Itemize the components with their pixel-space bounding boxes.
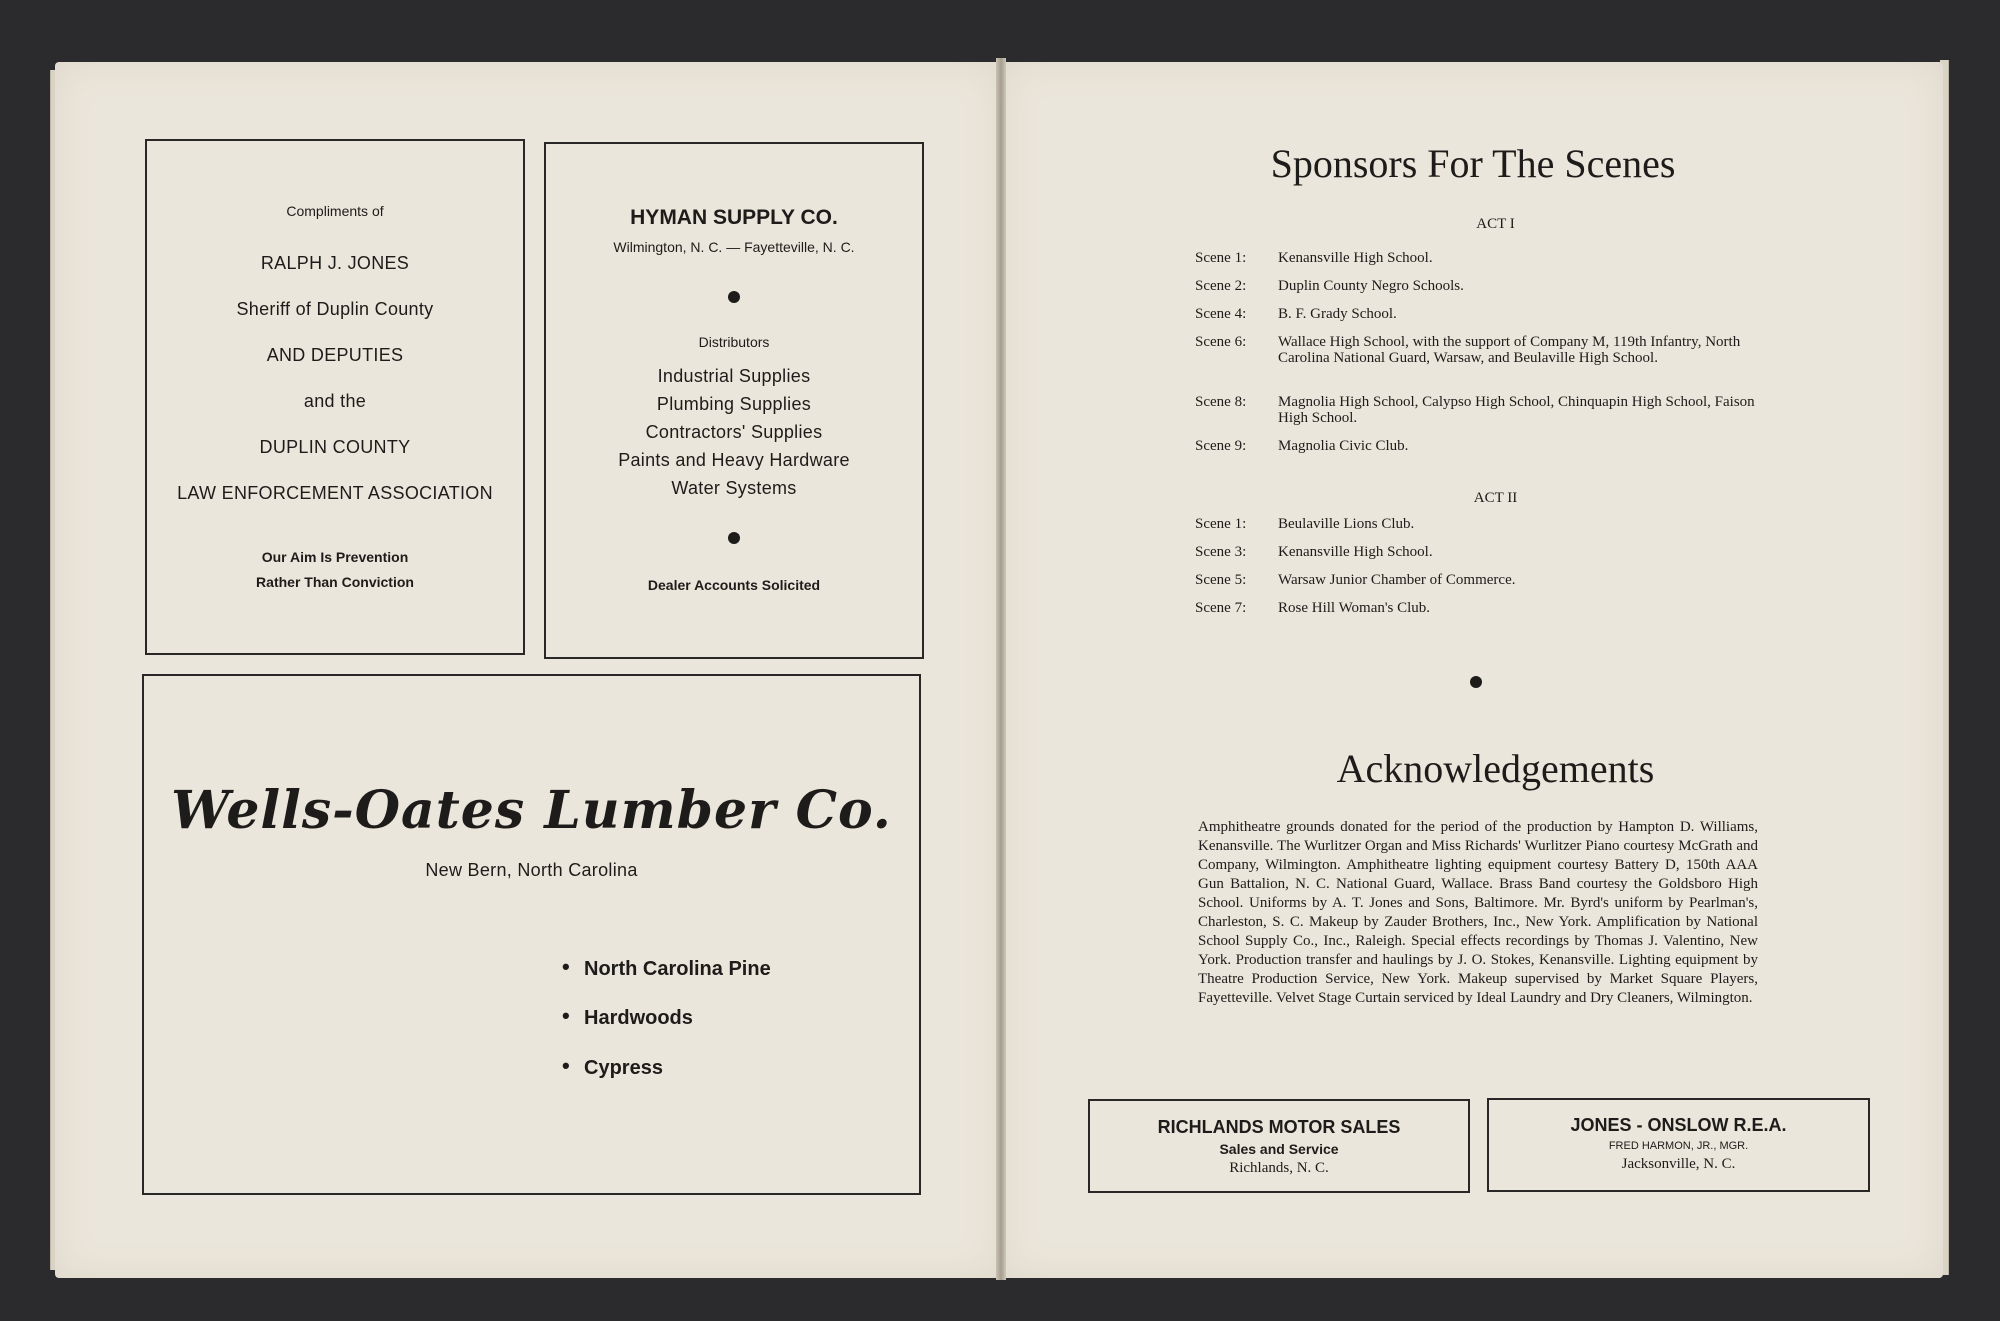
scene-sponsor: Warsaw Junior Chamber of Commerce. [1278, 572, 1516, 588]
scene-sponsor: Duplin County Negro Schools. [1278, 278, 1464, 294]
scene-label: Scene 7: [1195, 600, 1247, 616]
and-the-text: and the [303, 391, 367, 411]
sheriff-name: RALPH J. JONES [260, 253, 410, 273]
ack-title: Acknowledgements [1336, 746, 1655, 791]
hyman-item: Paints and Heavy Hardware [618, 450, 850, 470]
scene-sponsor: B. F. Grady School. [1278, 306, 1397, 322]
hyman-supply-ad [544, 142, 924, 659]
richlands-name: RICHLANDS MOTOR SALES [1157, 1117, 1401, 1137]
sheriff-title: Sheriff of Duplin County [236, 299, 434, 319]
hyman-item: Plumbing Supplies [656, 394, 812, 414]
lumber-company-logo: Wells-Oates Lumber Co. [171, 780, 892, 841]
lumber-item: • North Carolina Pine [584, 958, 771, 981]
scene-sponsor: Rose Hill Woman's Club. [1278, 600, 1431, 616]
deputies-text: AND DEPUTIES [266, 345, 404, 365]
scene-label: Scene 5: [1195, 572, 1247, 588]
scene-sponsor: Kenansville High School. [1278, 250, 1433, 266]
scene-sponsor: Wallace High School, with the support of Company M, 119th Infantry, North Carolina National Guard, Warsaw, and Beulaville High School. [1278, 334, 1741, 366]
distributors-label: Distributors [698, 334, 770, 350]
bullet-dot [728, 532, 740, 544]
book-gutter [996, 58, 1006, 1280]
motto-line2: Rather Than Conviction [256, 574, 414, 590]
richlands-location: Richlands, N. C. [1229, 1160, 1329, 1176]
sheriff-ad [145, 139, 525, 655]
compliments-text: Compliments of [286, 203, 384, 219]
jones-onslow-ad [1487, 1098, 1870, 1192]
scene-label: Scene 1: [1195, 516, 1247, 532]
hyman-locations: Wilmington, N. C. — Fayetteville, N. C. [613, 239, 855, 255]
association-text: LAW ENFORCEMENT ASSOCIATION [177, 483, 493, 503]
scene-label: Scene 4: [1195, 306, 1247, 322]
separator-dot [1470, 676, 1482, 688]
county-text: DUPLIN COUNTY [259, 437, 411, 457]
scene-label: Scene 6: [1195, 334, 1247, 350]
scene-label: Scene 1: [1195, 250, 1247, 266]
richlands-sub: Sales and Service [1219, 1141, 1339, 1157]
act1-label: ACT I [1476, 216, 1515, 232]
scene-label: Scene 9: [1195, 438, 1247, 454]
lumber-ad [142, 674, 921, 1195]
lumber-location: New Bern, North Carolina [425, 860, 638, 880]
jones-name: JONES - ONSLOW R.E.A. [1570, 1115, 1787, 1135]
jones-manager: FRED HARMON, JR., MGR. [1608, 1140, 1749, 1152]
scene-label: Scene 3: [1195, 544, 1247, 560]
hyman-item: Industrial Supplies [657, 366, 811, 386]
richlands-motor-ad [1088, 1099, 1470, 1193]
hyman-footer: Dealer Accounts Solicited [647, 577, 821, 593]
scene-label: Scene 8: [1195, 394, 1247, 410]
scene-sponsor: Magnolia Civic Club. [1278, 438, 1409, 454]
bullet-dot [728, 291, 740, 303]
act2-label: ACT II [1473, 490, 1518, 506]
scene-sponsor: Kenansville High School. [1278, 544, 1433, 560]
hyman-name: HYMAN SUPPLY CO. [630, 206, 838, 229]
scene-sponsor: Beulaville Lions Club. [1278, 516, 1415, 532]
right-page [1003, 62, 1943, 1278]
motto-line1: Our Aim Is Prevention [261, 549, 409, 565]
scene-sponsor: Magnolia High School, Calypso High School, Chinquapin High School, Faison High School. [1278, 394, 1755, 426]
hyman-item: Water Systems [671, 478, 797, 498]
scene-label: Scene 2: [1195, 278, 1247, 294]
sponsors-title: Sponsors For The Scenes [1270, 141, 1676, 186]
jones-location: Jacksonville, N. C. [1621, 1156, 1736, 1172]
lumber-item: • Cypress [584, 1057, 663, 1080]
hyman-item: Contractors' Supplies [645, 422, 823, 442]
ack-paragraph: Amphitheatre grounds donated for the period of the production by Hampton D. Williams, Kenansville. The Wurlitzer Organ and Miss Richards' Wurlitzer Piano courtesy McGrath and Company, Wilmington. Amphitheatre lighting equipment courtesy Battery D, 150th AAA Gun Battalion, N. C. National Guard, Wallace. Brass Band courtesy the Goldsboro High School. Uniforms by A. T. Jones and Sons, Baltimore. Mr. Byrd's uniform by Pearlman's, Charleston, S. C. Makeup by Zauder Brothers, Inc., New York. Amplification by National School Supply Co., Inc., Raleigh. Special effects recordings by Thomas J. Valentino, New York. Production transfer and haulings by J. O. Stokes, Kenansville. Lighting equipment by Theatre Production Service, New York. Makeup supervised by Market Square Players, Fayetteville. Velvet Stage Curtain serviced by Ideal Laundry and Dry Cleaners, Wilmington. [1198, 819, 1758, 1006]
lumber-item: • Hardwoods [584, 1007, 693, 1030]
